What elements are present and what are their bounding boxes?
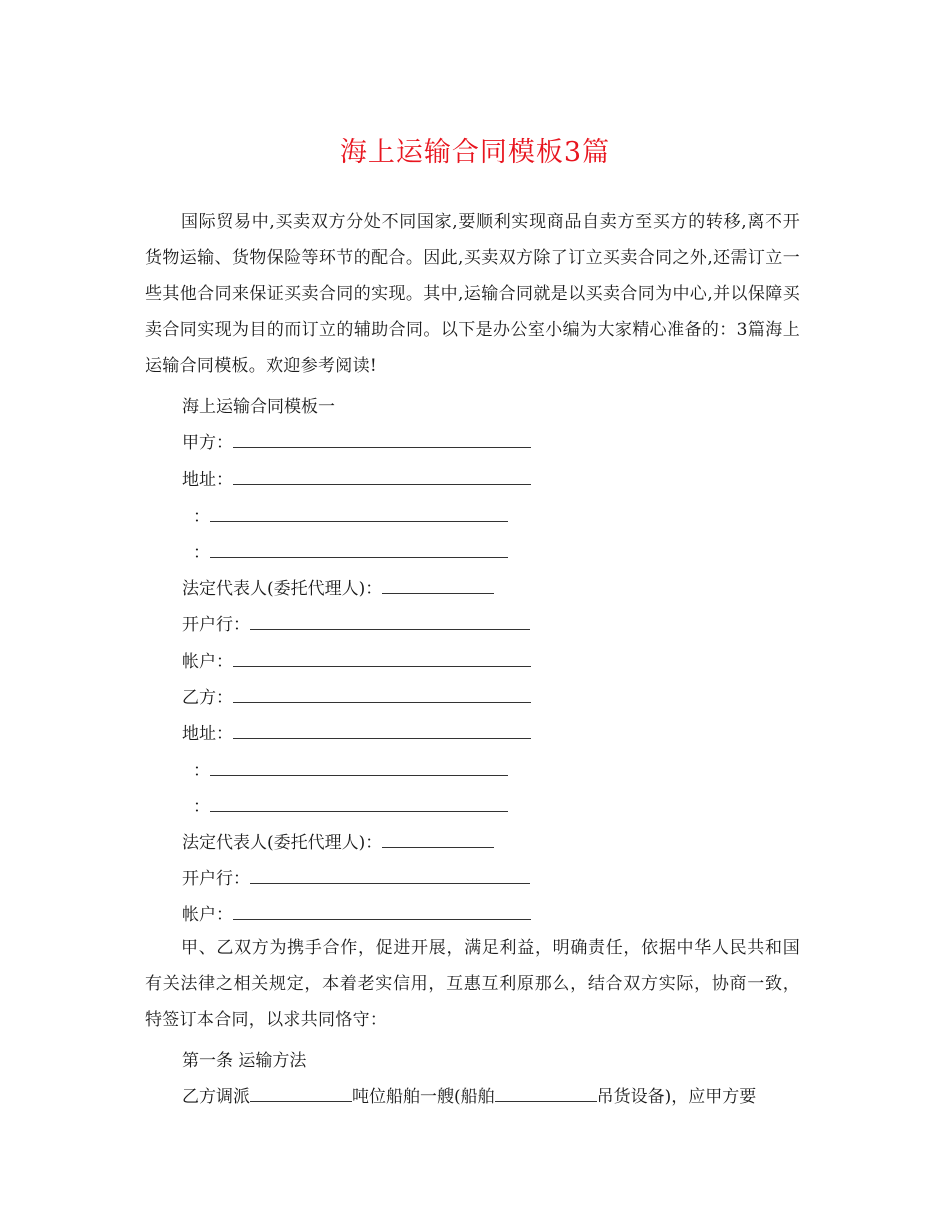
party-b-line: [182, 683, 531, 708]
rep-a-label: 法定代表人(委托代理人)：: [182, 579, 383, 599]
colon-b1-label: ：: [193, 761, 210, 781]
colon-b1-line: [193, 756, 508, 781]
account-b-line: [182, 900, 531, 925]
bank-b-blank: [250, 867, 530, 884]
article1-heading: 第一条 运输方法: [182, 1051, 307, 1071]
colon-a2-label: ：: [193, 543, 210, 563]
colon-a2-line: [193, 538, 508, 563]
article1-text: [182, 1082, 756, 1107]
party-a-blank: [233, 431, 531, 448]
bank-b-label: 开户行：: [182, 869, 250, 889]
party-b-label: 乙方：: [182, 688, 233, 708]
document-title: 海上运输合同模板3篇: [339, 137, 611, 168]
party-a-label: 甲方：: [182, 433, 233, 453]
intro-paragraph: 国际贸易中,买卖双方分处不同国家,要顺利实现商品自卖方至买方的转移,离不开货物运输、货物保险等环节的配合。因此,买卖双方除了订立买卖合同之外,还需订立一些其他合同来保证买卖合同的实现。其中,运输合同就是以买卖合同为中心,并以保障买卖合同实现为目的而订立的辅助合同。以下是办公室小编为大家精心准备的：3篇海上运输合同模板。欢迎参考阅读!: [145, 212, 800, 376]
address-a-line: [182, 465, 531, 490]
colon-a1-line: [193, 502, 508, 527]
article1-part3: 吊货设备)，应甲方要: [596, 1087, 757, 1107]
address-b-blank: [233, 722, 531, 739]
rep-a-blank: [382, 577, 494, 594]
tonnage-blank: [250, 1085, 352, 1102]
rep-a-line: [182, 574, 494, 599]
bank-b-line: [182, 864, 530, 889]
account-a-line: [182, 647, 531, 672]
colon-a1-label: ：: [193, 507, 210, 527]
colon-b2-label: ：: [193, 797, 210, 817]
party-a-line: [182, 428, 531, 453]
ship-blank: [495, 1085, 597, 1102]
address-a-blank: [233, 468, 531, 485]
article1-part2: 吨位船舶一艘(船舶: [352, 1087, 495, 1107]
template-heading: 海上运输合同模板一: [182, 397, 335, 417]
address-b-line: [182, 719, 531, 744]
party-b-blank: [233, 686, 531, 703]
account-b-label: 帐户：: [182, 905, 233, 925]
account-b-blank: [233, 903, 531, 920]
colon-b2-blank: [210, 795, 508, 812]
colon-b1-blank: [210, 759, 508, 776]
bank-a-label: 开户行：: [182, 615, 250, 635]
account-a-label: 帐户：: [182, 652, 233, 672]
address-b-label: 地址：: [182, 724, 233, 744]
colon-a1-blank: [210, 505, 508, 522]
colon-a2-blank: [210, 541, 508, 558]
article1-part1: 乙方调派: [182, 1087, 250, 1107]
agreement-paragraph: 甲、乙双方为携手合作，促进开展，满足利益，明确责任，依据中华人民共和国有关法律之相关规定，本着老实信用，互惠互利原那么，结合双方实际，协商一致，特签订本合同，以求共同恪守：: [145, 938, 800, 1030]
rep-b-line: [182, 828, 494, 853]
colon-b2-line: [193, 792, 508, 817]
rep-b-label: 法定代表人(委托代理人)：: [182, 833, 383, 853]
account-a-blank: [233, 650, 531, 667]
bank-a-blank: [250, 613, 530, 630]
bank-a-line: [182, 610, 530, 635]
rep-b-blank: [382, 831, 494, 848]
address-a-label: 地址：: [182, 470, 233, 490]
